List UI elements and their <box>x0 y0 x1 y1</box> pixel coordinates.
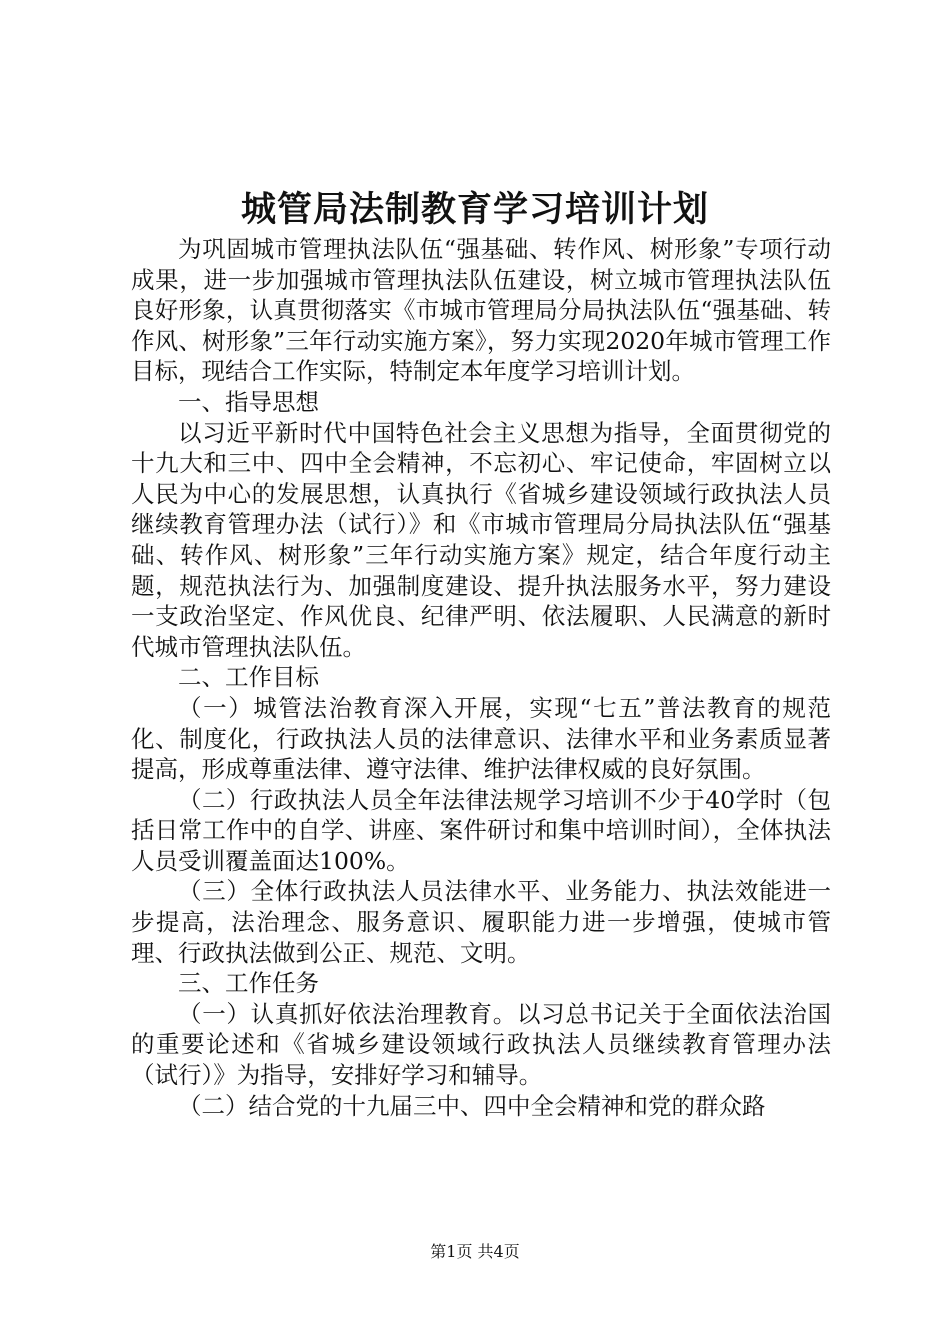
work-task-item-1: （一）认真抓好依法治理教育。以习总书记关于全面依法治国的重要论述和《省城乡建设领域行政执法人员继续教育管理办法（试行）》为指导，安排好学习和辅导。 <box>131 999 831 1090</box>
work-goal-item-2: （二）行政执法人员全年法律法规学习培训不少于40学时（包括日常工作中的自学、讲座、案件研讨和集中培训时间），全体执法人员受训覆盖面达100%。 <box>131 785 831 875</box>
intro-paragraph: 为巩固城市管理执法队伍“强基础、转作风、树形象”专项行动成果，进一步加强城市管理执法队伍建设，树立城市管理执法队伍良好形象，认真贯彻落实《市城市管理局分局执法队伍“强基础、转作风、树形象”三年行动实施方案》，努力实现2020年城市管理工作目标，现结合工作实际，特制定本年度学习培训计划。 <box>131 235 831 386</box>
guiding-ideology-paragraph: 以习近平新时代中国特色社会主义思想为指导，全面贯彻党的十九大和三中、四中全会精神，不忘初心、牢记使命，牢固树立以人民为中心的发展思想，认真执行《省城乡建设领域行政执法人员继续教育管理办法（试行）》和《市城市管理局分局执法队伍“强基础、转作风、树形象”三年行动实施方案》规定，结合年度行动主题，规范执法行为、加强制度建设、提升执法服务水平，努力建设一支政治坚定、作风优良、纪律严明、依法履职、人民满意的新时代城市管理执法队伍。 <box>131 418 831 661</box>
work-goal-item-1: （一）城管法治教育深入开展，实现“七五”普法教育的规范化、制度化，行政执法人员的法律意识、法律水平和业务素质显著提高，形成尊重法律、遵守法律、维护法律权威的良好氛围。 <box>131 693 831 784</box>
section-heading-work-tasks: 三、工作任务 <box>178 969 319 998</box>
page-footer: 第1页 共4页 <box>430 1242 520 1261</box>
document-body <box>131 234 831 1121</box>
section-heading-guiding-ideology: 一、指导思想 <box>178 387 319 416</box>
section-heading-work-goals: 二、工作目标 <box>178 663 319 692</box>
page-title: 城管局法制教育学习培训计划 <box>240 189 709 230</box>
work-goal-item-3: （三）全体行政执法人员法律水平、业务能力、执法效能进一步提高，法治理念、服务意识、履职能力进一步增强，使城市管理、行政执法做到公正、规范、文明。 <box>131 877 831 967</box>
work-task-item-2: （二）结合党的十九届三中、四中全会精神和党的群众路 <box>178 1091 766 1120</box>
